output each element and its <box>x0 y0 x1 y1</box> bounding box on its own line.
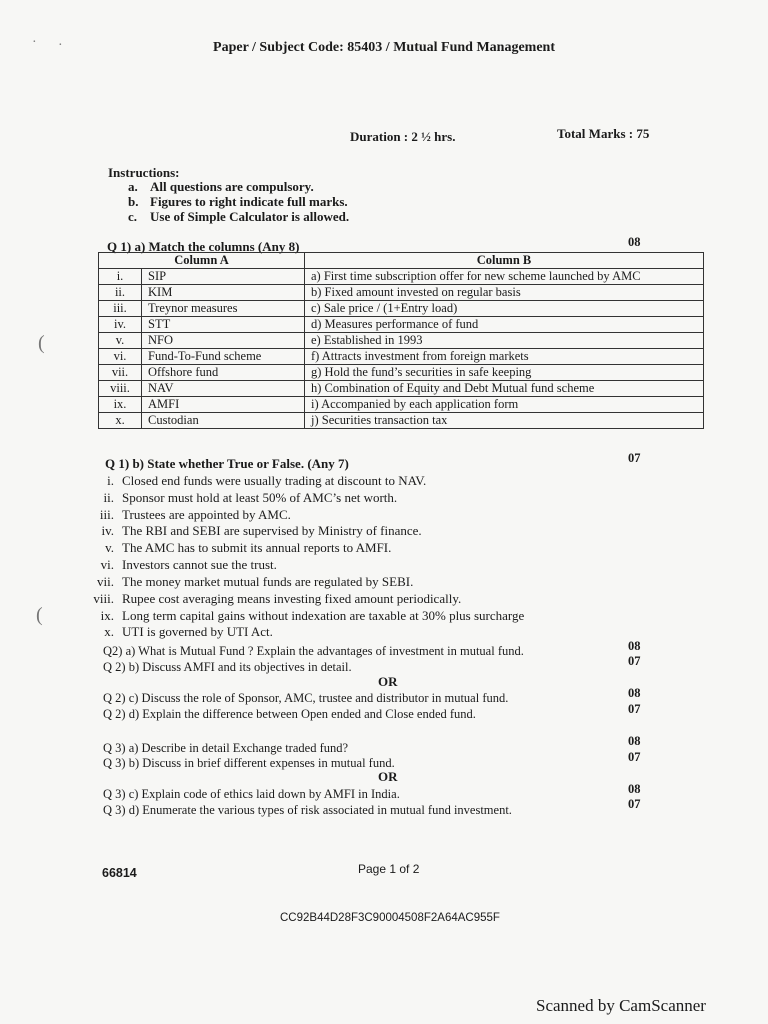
q2d-marks: 07 <box>628 702 641 716</box>
q2b-marks: 07 <box>628 654 641 668</box>
instruction-item <box>128 194 348 210</box>
q3d-text: Q 3) d) Enumerate the various types of risk associated in mutual fund investment. <box>103 803 512 817</box>
row-number: i. <box>99 269 142 285</box>
column-a-cell: NFO <box>142 333 305 349</box>
table-row <box>99 317 704 333</box>
q1a-marks: 08 <box>628 235 641 249</box>
row-number: iii. <box>99 301 142 317</box>
row-number: x. <box>99 413 142 429</box>
column-b-cell: e) Established in 1993 <box>305 333 704 349</box>
total-marks: Total Marks : 75 <box>557 126 650 141</box>
tf-text: Long term capital gains without indexation are taxable at 30% plus surcharge <box>122 608 525 623</box>
column-a-cell: Custodian <box>142 413 305 429</box>
row-number: ix. <box>99 397 142 413</box>
row-number: viii. <box>99 381 142 397</box>
tf-text: The money market mutual funds are regulated by SEBI. <box>122 574 414 589</box>
tf-number: x. <box>104 624 114 639</box>
column-b-cell: g) Hold the fund’s securities in safe keeping <box>305 365 704 381</box>
q3c-marks: 08 <box>628 782 641 796</box>
column-a-cell: NAV <box>142 381 305 397</box>
table-row <box>99 285 704 301</box>
or-divider: OR <box>378 674 398 689</box>
tf-item <box>74 591 461 607</box>
or-divider: OR <box>378 769 398 784</box>
q1b-heading: Q 1) b) State whether True or False. (Any 7) <box>105 456 349 471</box>
q2c-marks: 08 <box>628 686 641 700</box>
scan-mark-icon: ( <box>36 604 43 626</box>
tf-number: ii. <box>103 490 114 505</box>
tf-item <box>74 473 426 489</box>
tf-number: vii. <box>97 574 114 589</box>
tf-item <box>74 490 397 506</box>
tf-item <box>74 608 524 624</box>
instruction-item <box>128 179 314 195</box>
tf-number: i. <box>107 473 114 488</box>
instruction-text: All questions are compulsory. <box>150 179 314 194</box>
q2b-text: Q 2) b) Discuss AMFI and its objectives in detail. <box>103 660 352 674</box>
instruction-text: Figures to right indicate full marks. <box>150 194 348 209</box>
tf-number: v. <box>105 540 114 555</box>
tf-number: iv. <box>101 523 114 538</box>
q3b-marks: 07 <box>628 750 641 764</box>
tf-text: The AMC has to submit its annual reports to AMFI. <box>122 540 392 555</box>
q1b-marks: 07 <box>628 451 641 465</box>
q3b-text: Q 3) b) Discuss in brief different expenses in mutual fund. <box>103 756 395 770</box>
tf-item <box>74 624 273 640</box>
column-a-header: Column A <box>99 253 305 269</box>
paper-title: Paper / Subject Code: 85403 / Mutual Fund Management <box>213 40 555 55</box>
scan-mark-icon: ( <box>38 332 45 354</box>
tf-number: viii. <box>93 591 114 606</box>
scanner-watermark: Scanned by CamScanner <box>536 996 706 1015</box>
table-row <box>99 381 704 397</box>
instruction-label: c. <box>128 209 138 224</box>
q3a-marks: 08 <box>628 734 641 748</box>
tf-number: iii. <box>99 507 114 522</box>
column-b-cell: i) Accompanied by each application form <box>305 397 704 413</box>
page-number: Page 1 of 2 <box>358 862 420 876</box>
instructions-heading: Instructions: <box>108 165 180 180</box>
column-b-cell: f) Attracts investment from foreign markets <box>305 349 704 365</box>
q2d-text: Q 2) d) Explain the difference between Open ended and Close ended fund. <box>103 707 476 721</box>
table-row <box>99 397 704 413</box>
column-b-header: Column B <box>305 253 704 269</box>
row-number: vii. <box>99 365 142 381</box>
column-a-cell: Offshore fund <box>142 365 305 381</box>
tf-text: UTI is governed by UTI Act. <box>122 624 273 639</box>
column-a-cell: SIP <box>142 269 305 285</box>
tf-item <box>74 523 422 539</box>
paper-hash: CC92B44D28F3C90004508F2A64AC955F <box>280 912 500 924</box>
column-a-cell: AMFI <box>142 397 305 413</box>
column-a-cell: Treynor measures <box>142 301 305 317</box>
scan-speck-icon: · <box>58 38 63 53</box>
tf-text: Rupee cost averaging means investing fixed amount periodically. <box>122 591 462 606</box>
q2a-marks: 08 <box>628 639 641 653</box>
q3d-marks: 07 <box>628 797 641 811</box>
duration: Duration : 2 ½ hrs. <box>350 129 456 144</box>
row-number: ii. <box>99 285 142 301</box>
tf-number: ix. <box>100 608 114 623</box>
table-row <box>99 365 704 381</box>
paper-code: 66814 <box>102 866 137 880</box>
column-a-cell: Fund-To-Fund scheme <box>142 349 305 365</box>
instruction-label: b. <box>128 194 139 209</box>
tf-text: Trustees are appointed by AMC. <box>122 507 291 522</box>
tf-text: Closed end funds were usually trading at discount to NAV. <box>122 473 427 488</box>
instruction-item <box>128 209 349 225</box>
tf-text: The RBI and SEBI are supervised by Ministry of finance. <box>122 523 422 538</box>
column-b-cell: d) Measures performance of fund <box>305 317 704 333</box>
table-row <box>99 333 704 349</box>
instruction-label: a. <box>128 179 138 194</box>
q2a-text: Q2) a) What is Mutual Fund ? Explain the advantages of investment in mutual fund. <box>103 644 524 658</box>
scan-speck-icon: · <box>32 35 37 50</box>
table-row <box>99 413 704 429</box>
table-header-row <box>99 253 704 269</box>
column-b-cell: h) Combination of Equity and Debt Mutual fund scheme <box>305 381 704 397</box>
column-a-cell: KIM <box>142 285 305 301</box>
row-number: iv. <box>99 317 142 333</box>
tf-text: Sponsor must hold at least 50% of AMC’s net worth. <box>122 490 398 505</box>
tf-item <box>74 540 391 556</box>
match-columns-table <box>98 252 704 429</box>
row-number: vi. <box>99 349 142 365</box>
q3a-text: Q 3) a) Describe in detail Exchange traded fund? <box>103 741 349 755</box>
tf-item <box>74 574 413 590</box>
tf-number: vi. <box>100 557 114 572</box>
tf-item <box>74 507 291 523</box>
q3c-text: Q 3) c) Explain code of ethics laid down by AMFI in India. <box>103 787 400 801</box>
table-row <box>99 301 704 317</box>
column-b-cell: a) First time subscription offer for new scheme launched by AMC <box>305 269 704 285</box>
instruction-text: Use of Simple Calculator is allowed. <box>150 209 350 224</box>
tf-item <box>74 557 277 573</box>
tf-text: Investors cannot sue the trust. <box>122 557 277 572</box>
column-b-cell: b) Fixed amount invested on regular basis <box>305 285 704 301</box>
table-row <box>99 349 704 365</box>
q2c-text: Q 2) c) Discuss the role of Sponsor, AMC, trustee and distributor in mutual fund. <box>103 691 509 705</box>
column-b-cell: j) Securities transaction tax <box>305 413 704 429</box>
column-a-cell: STT <box>142 317 305 333</box>
q1a-heading: Q 1) a) Match the columns (Any 8) <box>107 239 300 254</box>
row-number: v. <box>99 333 142 349</box>
table-row <box>99 269 704 285</box>
column-b-cell: c) Sale price / (1+Entry load) <box>305 301 704 317</box>
